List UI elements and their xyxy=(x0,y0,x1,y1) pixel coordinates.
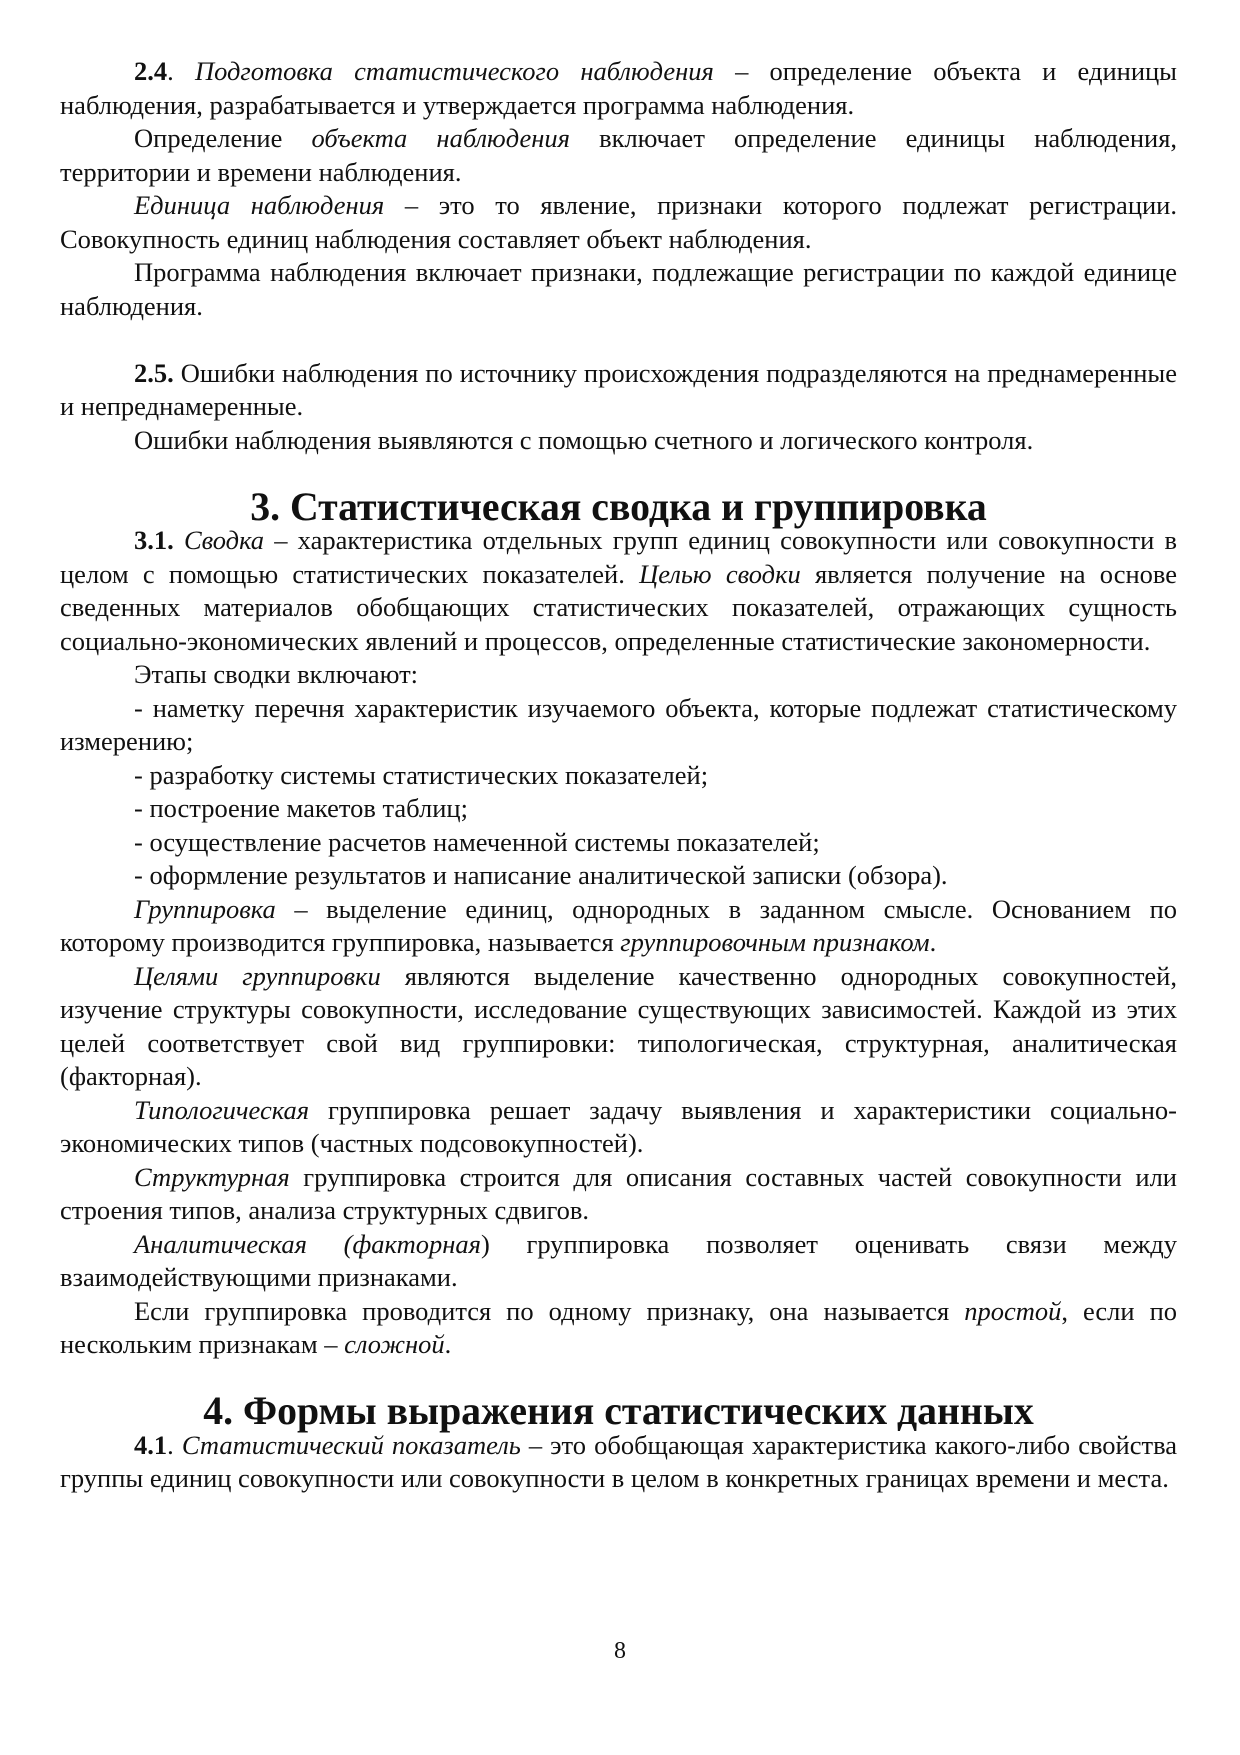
term: сложной xyxy=(344,1329,445,1359)
paragraph-typological: Типологическая группировка решает задачу выявления и характеристики социально-экономических типов (частных подсовокупностей). xyxy=(60,1094,1177,1158)
term: объекта наблюдения xyxy=(311,123,570,153)
paragraph-grouping: Группировка – выделение единиц, однородных в заданном смысле. Основанием по которому производится группировка, называется группировочным признаком. xyxy=(60,893,1177,957)
page-number: 8 xyxy=(614,1638,626,1664)
paragraph-goals: Целями группировки являются выделение качественно однородных совокупностей, изучение структуры совокупности, исследование существующих зависимостей. Каждой из этих целей соответствует свой вид группировки: типологическая, структурная, аналитическая (факторная). xyxy=(60,960,1177,1091)
document-body xyxy=(60,55,1177,1496)
term: группировочным признаком xyxy=(620,927,930,957)
paragraph-stages-intro: Этапы сводки включают: xyxy=(134,659,419,689)
paragraph-2-5: 2.5. Ошибки наблюдения по источнику происхождения подразделяются на преднамеренные и непреднамеренные. xyxy=(60,357,1177,421)
list-item-stage: - осуществление расчетов намеченной системы показателей; xyxy=(134,826,820,857)
section-number: 2.4 xyxy=(134,56,168,86)
term: простой xyxy=(964,1295,1062,1326)
term: Целью сводки xyxy=(639,558,801,589)
term: Сводка xyxy=(183,525,265,555)
paragraph-4-1: 4.1. Статистический показатель – это обобщающая характеристика какого-либо свойства группы единиц совокупности или совокупности в целом в конкретных границах времени и места. xyxy=(60,1429,1177,1493)
term: Целями группировки xyxy=(134,960,381,991)
list-item-stage: - наметку перечня характеристик изучаемого объекта, которые подлежат статистическому измерению; xyxy=(60,692,1177,756)
section-number: 3.1. xyxy=(134,525,174,555)
term: Единица наблюдения xyxy=(134,190,385,220)
term: Структурная xyxy=(134,1161,290,1192)
paragraph-errors: Ошибки наблюдения выявляются с помощью счетного и логического контроля. xyxy=(134,424,1034,455)
section-number: 2.5. xyxy=(134,357,174,388)
list-item-stage: - построение макетов таблиц; xyxy=(134,793,468,823)
paragraph-simple-complex: Если группировка проводится по одному признаку, она называется простой, если по нескольким признакам – сложной. xyxy=(60,1295,1177,1359)
paragraph-analytical: Аналитическая (факторная) группировка позволяет оценивать связи между взаимодействующими признаками. xyxy=(60,1228,1177,1292)
term: Группировка xyxy=(134,893,276,924)
section-heading-4: 4. Формы выражения статистических данных xyxy=(203,1389,1034,1433)
paragraph-program: Программа наблюдения включает признаки, подлежащие регистрации по каждой единице наблюдения. xyxy=(60,257,1177,321)
term: Аналитическая (факторная xyxy=(134,1228,481,1259)
paragraph-object: Определение объекта наблюдения включает определение единицы наблюдения, территории и времени наблюдения. xyxy=(60,123,1178,187)
list-item-stage: - оформление результатов и написание аналитической записки (обзора). xyxy=(134,860,948,890)
paragraph-structural: Структурная группировка строится для описания составных частей совокупности или строения типов, анализа структурных сдвигов. xyxy=(60,1161,1177,1225)
list-item-stage: - разработку системы статистических показателей; xyxy=(134,759,709,790)
term: Подготовка статистического наблюдения xyxy=(194,56,714,86)
paragraph-unit: Единица наблюдения – это то явление, признаки которого подлежат регистрации. Совокупность единиц наблюдения составляет объект наблюдения. xyxy=(60,190,1177,254)
paragraph-2-4: 2.4. Подготовка статистического наблюдения – определение объекта и единицы наблюдения, разрабатывается и утверждается программа наблюдения. xyxy=(60,56,1177,120)
term: Типологическая xyxy=(134,1094,310,1125)
term: Статистический показатель xyxy=(181,1429,521,1460)
section-number: 4.1 xyxy=(134,1429,168,1460)
paragraph-3-1: 3.1. Сводка – характеристика отдельных групп единиц совокупности или совокупности в целом с помощью статистических показателей. Целью сводки является получение на основе сведенных материалов обобщающих статистических показателей, отражающих сущность социально-экономических явлений и процессов, определенные статистические закономерности. xyxy=(60,525,1178,656)
section-heading-3: 3. Статистическая сводка и группировка xyxy=(250,484,987,529)
spacer xyxy=(60,323,1177,357)
